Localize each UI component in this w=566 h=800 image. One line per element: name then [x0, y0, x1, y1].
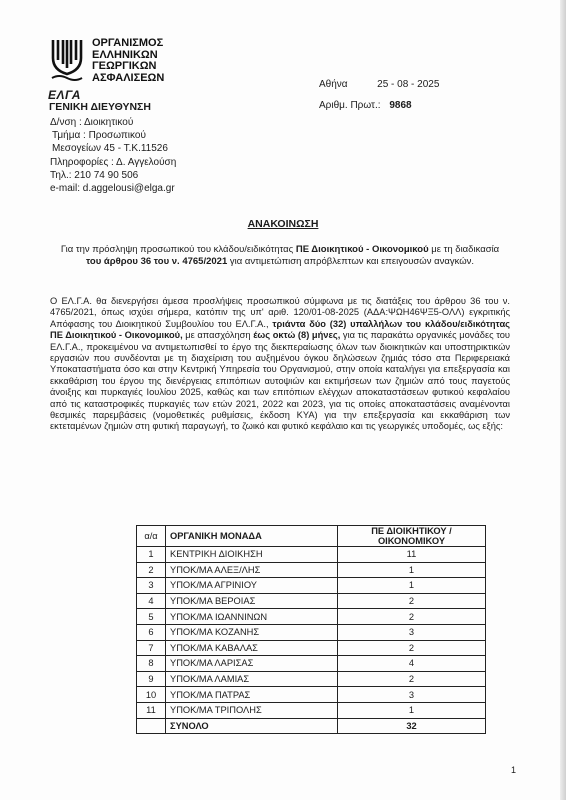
- table-cell: ΥΠΟΚ/ΜΑ ΙΩΑΝΝΙΝΩΝ: [166, 609, 338, 625]
- address-line: Πληροφορίες : Δ. Αγγελούση: [50, 156, 177, 168]
- address-line: Τηλ.: 210 74 90 506: [50, 169, 139, 181]
- directorate-heading: ΓΕΝΙΚΗ ΔΙΕΥΘΥΝΣΗ: [49, 101, 151, 113]
- table-cell: ΥΠΟΚ/ΜΑ ΚΑΒΑΛΑΣ: [166, 640, 338, 656]
- table-cell: 2: [338, 593, 486, 609]
- total-value: 32: [338, 718, 486, 734]
- announcement-title: ΑΝΑΚΟΙΝΩΣΗ: [247, 218, 319, 230]
- table-cell: 1: [137, 547, 166, 563]
- table-row: [137, 624, 486, 640]
- table-cell: ΚΕΝΤΡΙΚΗ ΔΙΟΙΚΗΣΗ: [166, 547, 338, 563]
- table-cell: 3: [137, 578, 166, 594]
- body-text: με απασχόληση: [182, 330, 254, 341]
- table-row: [137, 656, 486, 672]
- table-row: [137, 640, 486, 656]
- table-row: [137, 547, 486, 563]
- table-row: [137, 609, 486, 625]
- address-line: Τμήμα : Προσωπικού: [52, 130, 146, 142]
- table-header-row: [137, 526, 486, 547]
- subject-bold: του άρθρου 36 του ν. 4765/2021: [85, 256, 228, 267]
- table-cell: 3: [338, 624, 486, 640]
- table-cell: 1: [338, 562, 486, 578]
- date-row: [319, 79, 439, 90]
- subject-text: με τη διαδικασία: [428, 244, 500, 255]
- date: 25 - 08 - 2025: [377, 79, 440, 90]
- org-line: ΟΡΓΑΝΙΣΜΟΣ: [92, 37, 164, 49]
- table-cell: ΥΠΟΚ/ΜΑ ΠΑΤΡΑΣ: [166, 687, 338, 703]
- table-cell: ΥΠΟΚ/ΜΑ ΤΡΙΠΟΛΗΣ: [166, 702, 338, 718]
- organization-name: [92, 38, 164, 84]
- table-cell: [137, 718, 166, 734]
- sender-address-block: [50, 116, 176, 195]
- table-row: [137, 687, 486, 703]
- org-line: ΕΛΛΗΝΙΚΩΝ: [92, 48, 158, 61]
- table-row: [137, 593, 486, 609]
- table-cell: 11: [338, 547, 486, 563]
- table-cell: ΥΠΟΚ/ΜΑ ΑΓΡΙΝΙΟΥ: [166, 578, 338, 594]
- table-cell: ΥΠΟΚ/ΜΑ ΚΟΖΑΝΗΣ: [166, 624, 338, 640]
- elga-logo-icon: [50, 38, 84, 84]
- table-cell: ΥΠΟΚ/ΜΑ ΛΑΡΙΣΑΣ: [166, 656, 338, 672]
- body-text: για τις παρακάτω οργανικές μονάδες του ΕΛ.Γ.Α., προκειμένου να αντιμετωπισθεί το έργο της διεκπεραίωσης όλων των διοικητικών και υποστηρικτικών εργασιών που συνδέονται με τη διαχείριση του αυξημένου όγκου δηλώσεων ζημιάς τόσο στα Περιφερειακά Υποκαταστήματα όσο και στην Κεντρική Υπηρεσία του Οργανισμού, στην οποία καταλήγει για επεξεργασία και εκκαθάριση του έργου της διενέργειας επιπόπιων αυτοψιών και εκτιμήσεων των ζημιών από τους παγετούς άνοιξης και πυρκαγιές Ιουλίου 2025, καθώς και των επιτόπιων ελέγχων αποκαταστάσεων φυτικού κεφαλαίου από τις καταστροφικές πυρκαγιές των ετών 2021, 2022 και 2023, για τις οποίες αποκαταστάσεις αναμένονται θεσμικές παρεμβάσεις (νομοθετικές ρυθμίσεις, έκδοση ΚΥΑ) για την επεξεργασία και εκκαθάριση των εκτεταμένων ζημιών στη φυτική παραγωγή, το ζωικό και φυτικό κεφάλαιο και τις γεωργικές υποδομές, ως εξής:: [50, 330, 511, 432]
- table-row: [137, 671, 486, 687]
- subject-bold: ΠΕ Διοικητικού - Οικονομικού: [295, 244, 429, 255]
- body-text: Ο ΕΛ.Γ.Α. θα διενεργήσει άμεσα προσλήψεις προσωπικού σύμφωνα με τις διατάξεις του άρθρου 36 του ν. 4765/2021, όπως ισχύει σήμερα, κατόπιν της υπ' αριθ. 120/01-08-2025 (ΑΔΑ:ΨΩΗ46ΨΞ5-ΟΛΛ) εγκριτικής Απόφασης του Διοικητικού Συμβουλίου του ΕΛ.Γ.Α.,: [50, 296, 510, 329]
- table-cell: ΥΠΟΚ/ΜΑ ΑΛΕΞ/ΛΗΣ: [166, 562, 338, 578]
- table-cell: 9: [137, 671, 166, 687]
- table-cell: 2: [338, 671, 486, 687]
- subject-text: Για την πρόσληψη προσωπικού του κλάδου/ειδικότητας: [60, 244, 296, 255]
- units-table: [136, 525, 486, 734]
- col-header-index: α/α: [137, 526, 166, 547]
- protocol-row: [319, 100, 412, 111]
- table-cell: 2: [137, 562, 166, 578]
- table-total-row: [137, 718, 486, 734]
- org-line: ΓΕΩΡΓΙΚΩΝ: [92, 60, 157, 72]
- subject-paragraph: [60, 244, 500, 268]
- table-cell: ΥΠΟΚ/ΜΑ ΒΕΡΟΙΑΣ: [166, 593, 338, 609]
- protocol-label: Αριθμ. Πρωτ.:: [319, 100, 381, 111]
- table-cell: 10: [137, 687, 166, 703]
- table-cell: 8: [137, 656, 166, 672]
- table-cell: 1: [338, 578, 486, 594]
- table-cell: 6: [137, 624, 166, 640]
- table-cell: 4: [137, 593, 166, 609]
- table-cell: 2: [338, 609, 486, 625]
- col-header-positions: ΠΕ ΔΙΟΙΚΗΤΙΚΟΥ / ΟΙΚΟΝΟΜΙΚΟΥ: [338, 526, 486, 547]
- city: Αθήνα: [319, 79, 348, 90]
- address-line: Μεσογείων 45 - Τ.Κ.11526: [52, 143, 168, 155]
- table-cell: 11: [137, 702, 166, 718]
- email-line: e-mail: d.aggelousi@elga.gr: [50, 183, 175, 195]
- table-cell: 7: [137, 640, 166, 656]
- table-cell: 4: [338, 656, 486, 672]
- body-bold: τριάντα δύο (32) υπαλλήλων του κλάδου/ειδικότητας ΠΕ Διοικητικού - Οικονομικού,: [50, 318, 510, 341]
- table-row: [137, 562, 486, 578]
- page-number: 1: [511, 765, 517, 775]
- col-header-unit: ΟΡΓΑΝΙΚΗ ΜΟΝΑΔΑ: [166, 526, 338, 547]
- table-cell: 3: [338, 687, 486, 703]
- org-line: ΑΣΦΑΛΙΣΕΩΝ: [92, 71, 165, 84]
- page-edge-shadow: [560, 0, 566, 800]
- total-label: ΣΥΝΟΛΟ: [166, 718, 338, 734]
- body-bold: έως οκτώ (8) μήνες,: [253, 330, 341, 341]
- address-line: Δ/νση : Διοικητικού: [50, 117, 134, 128]
- body-paragraph: [50, 296, 510, 433]
- subject-text: για αντιμετώπιση απρόβλεπτων και επειγουσών αναγκών.: [227, 256, 475, 267]
- table-cell: 1: [338, 702, 486, 718]
- table-cell: 5: [137, 609, 166, 625]
- logo-wordmark: ΕΛΓΑ: [48, 88, 81, 102]
- protocol-number: 9868: [389, 100, 412, 111]
- table-cell: 2: [338, 640, 486, 656]
- table-body: [137, 547, 486, 719]
- table-row: [137, 578, 486, 594]
- table-row: [137, 702, 486, 718]
- table-cell: ΥΠΟΚ/ΜΑ ΛΑΜΙΑΣ: [166, 671, 338, 687]
